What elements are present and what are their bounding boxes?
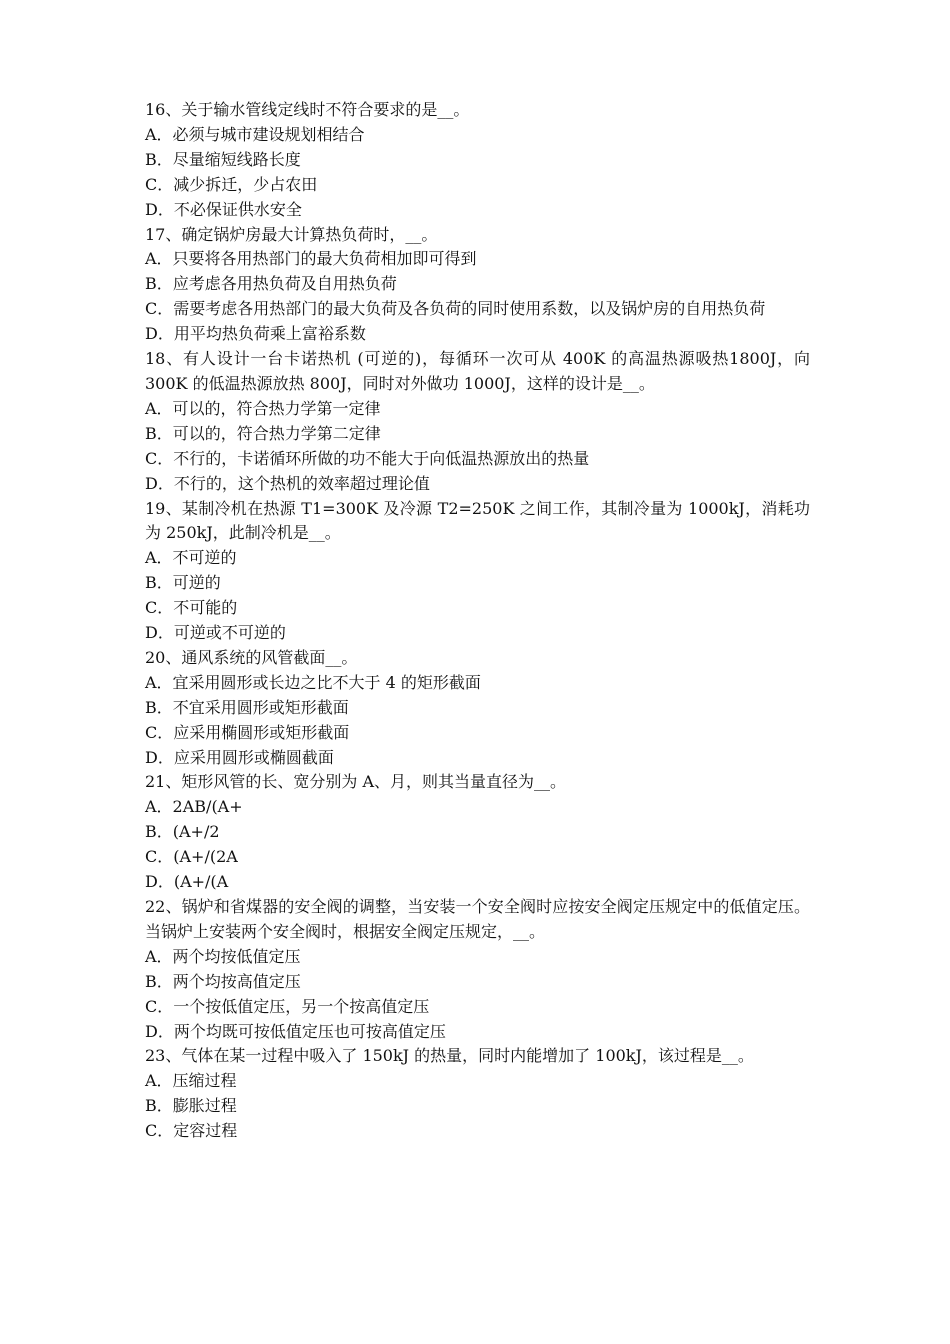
question-21 (145, 770, 810, 895)
question-stem: 19、某制冷机在热源 T1=300K 及冷源 T2=250K 之间工作，其制冷量为 1000kJ，消耗功为 250kJ，此制冷机是__。 (145, 498, 810, 543)
option-c: C．不行的，卡诺循环所做的功不能大于向低温热源放出的热量 (145, 448, 590, 468)
option-b: B．尽量缩短线路长度 (145, 149, 301, 169)
option-b: B．两个均按高值定压 (145, 971, 301, 991)
option-a: A．必须与城市建设规划相结合 (145, 124, 365, 144)
question-17 (145, 223, 810, 348)
question-18 (145, 347, 810, 496)
option-c: C．(A+/(2A (145, 847, 238, 867)
option-c: C．一个按低值定压，另一个按高值定压 (145, 996, 430, 1016)
option-b: B．膨胀过程 (145, 1096, 237, 1116)
option-b: B．(A+/2 (145, 822, 220, 842)
question-stem: 17、确定锅炉房最大计算热负荷时，__。 (145, 224, 438, 244)
option-d: D．(A+/(A (145, 872, 229, 892)
question-22 (145, 895, 810, 1044)
question-stem: 23、气体在某一过程中吸入了 150kJ 的热量，同时内能增加了 100kJ，该过程是__。 (145, 1046, 754, 1066)
option-d: D．两个均既可按低值定压也可按高值定压 (145, 1021, 446, 1041)
option-c: C．需要考虑各用热部门的最大负荷及各负荷的同时使用系数，以及锅炉房的自用热负荷 (145, 299, 766, 319)
option-a: A．只要将各用热部门的最大负荷相加即可得到 (145, 249, 477, 269)
question-stem: 20、通风系统的风管截面__。 (145, 647, 358, 667)
option-c: C．减少拆迁，少占农田 (145, 174, 318, 194)
question-stem: 21、矩形风管的长、宽分别为 A、月，则其当量直径为__。 (145, 772, 567, 792)
question-23 (145, 1044, 810, 1144)
question-list (145, 98, 810, 1144)
option-b: B．应考虑各用热负荷及自用热负荷 (145, 274, 397, 294)
option-b: B．可逆的 (145, 573, 221, 593)
option-d: D．不行的，这个热机的效率超过理论值 (145, 473, 430, 493)
option-d: D．不必保证供水安全 (145, 199, 302, 219)
option-d: D．可逆或不可逆的 (145, 623, 286, 643)
option-c: C．定容过程 (145, 1121, 238, 1141)
question-stem: 22、锅炉和省煤器的安全阀的调整，当安装一个安全阀时应按安全阀定压规定中的低值定压。当锅炉上安装两个安全阀时，根据安全阀定压规定，__。 (145, 897, 810, 941)
question-stem: 18、有人设计一台卡诺热机 (可逆的)，每循环一次可从 400K 的高温热源吸热1800J，向 300K 的低温热源放热 800J，同时对外做功 1000J，这样的设计是__。 (145, 349, 810, 393)
option-a: A．压缩过程 (145, 1071, 237, 1091)
option-a: A．宜采用圆形或长边之比不大于 4 的矩形截面 (145, 672, 481, 692)
option-a: A．可以的，符合热力学第一定律 (145, 398, 381, 418)
option-a: A．不可逆的 (145, 548, 237, 568)
option-d: D．用平均热负荷乘上富裕系数 (145, 324, 366, 344)
option-d: D．应采用圆形或椭圆截面 (145, 747, 334, 767)
question-16 (145, 98, 810, 223)
question-20 (145, 646, 810, 771)
option-c: C．不可能的 (145, 598, 238, 618)
option-a: A．2AB/(A+ (145, 797, 243, 817)
option-a: A．两个均按低值定压 (145, 946, 301, 966)
option-c: C．应采用椭圆形或矩形截面 (145, 722, 350, 742)
question-19 (145, 497, 810, 646)
option-b: B．不宜采用圆形或矩形截面 (145, 697, 349, 717)
option-b: B．可以的，符合热力学第二定律 (145, 423, 381, 443)
question-stem: 16、关于输水管线定线时不符合要求的是__。 (145, 100, 470, 119)
